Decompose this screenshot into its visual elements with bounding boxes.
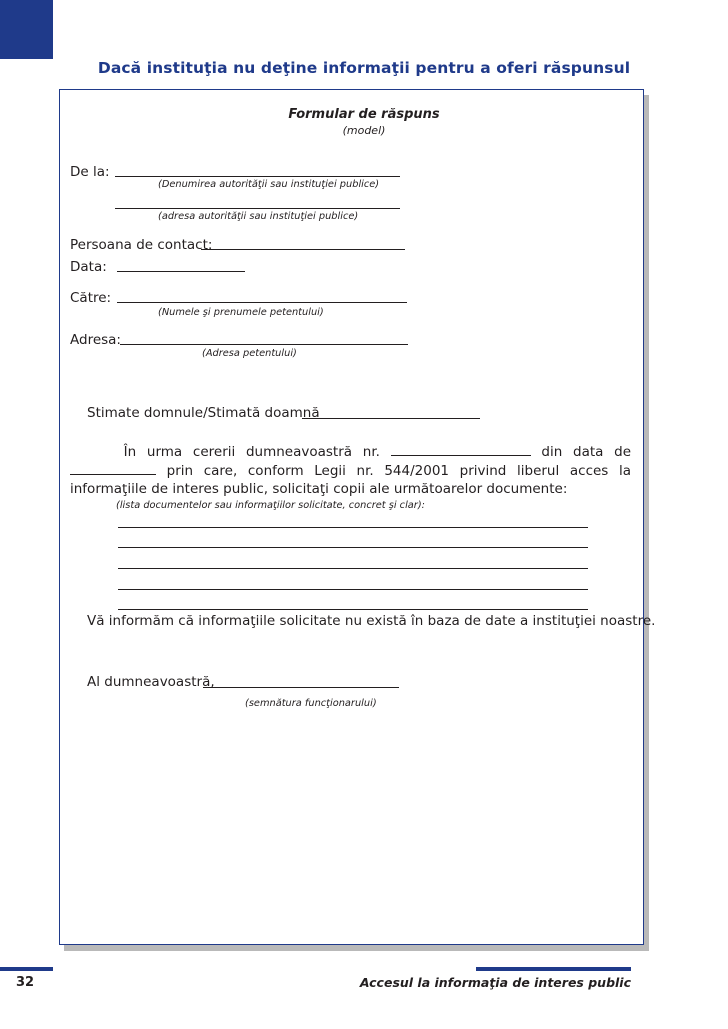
form-subtitle: (model) [342, 124, 386, 137]
footer-publication: Accesul la informaţia de interes public [359, 975, 631, 990]
footer-bar-right [476, 967, 631, 971]
body-part-3: prin care, conform Legii nr. 544/2001 privind liberul acces la informaţiile de interes public, solicitaţi copii ale următoarelor documente: [70, 462, 631, 497]
body-paragraph [70, 443, 631, 499]
to-hint: (Numele şi prenumele petentului) [158, 307, 324, 318]
from-address-line [115, 208, 400, 209]
contact-line [201, 249, 405, 250]
contact-label: Persoana de contact: [70, 237, 213, 253]
from-address-hint: (adresa autorităţii sau instituţiei publice) [158, 211, 359, 222]
request-date-line [70, 463, 156, 475]
date-line [117, 271, 245, 272]
date-label: Data: [70, 259, 107, 275]
address-label: Adresa: [70, 332, 121, 348]
docs-line [118, 527, 588, 528]
docs-line [118, 589, 588, 590]
form-title: Formular de răspuns [288, 107, 440, 122]
body-part-1: În urma cererii dumneavoastră nr. [123, 444, 380, 460]
docs-line [118, 568, 588, 569]
signature-line [203, 687, 399, 688]
from-name-line [115, 176, 400, 177]
from-name-hint: (Denumirea autorităţii sau instituţiei publice) [158, 179, 380, 190]
address-hint: (Adresa petentului) [202, 348, 297, 359]
corner-block [0, 0, 53, 59]
inform-text: Vă informăm că informaţiile solicitate nu există în baza de date a instituţiei noastre. [87, 613, 656, 629]
docs-hint: (lista documentelor sau informaţiilor solicitate, concret şi clar): [116, 500, 425, 511]
greeting: Stimate domnule/Stimată doamnă [87, 405, 320, 421]
from-label: De la: [70, 164, 110, 180]
footer-bar-left [0, 967, 53, 971]
greeting-line [302, 418, 480, 419]
to-line [117, 302, 407, 303]
to-label: Către: [70, 290, 112, 306]
closing: Al dumneavoastră, [87, 674, 215, 690]
docs-line [118, 609, 588, 610]
page-heading: Dacă instituţia nu deţine informaţii pentru a oferi răspunsul [97, 59, 631, 77]
docs-line [118, 547, 588, 548]
body-part-2: din data de [541, 444, 632, 460]
signature-hint: (semnătura funcţionarului) [245, 698, 377, 709]
request-number-line [391, 444, 531, 456]
page-number: 32 [16, 975, 35, 990]
address-line [120, 344, 408, 345]
